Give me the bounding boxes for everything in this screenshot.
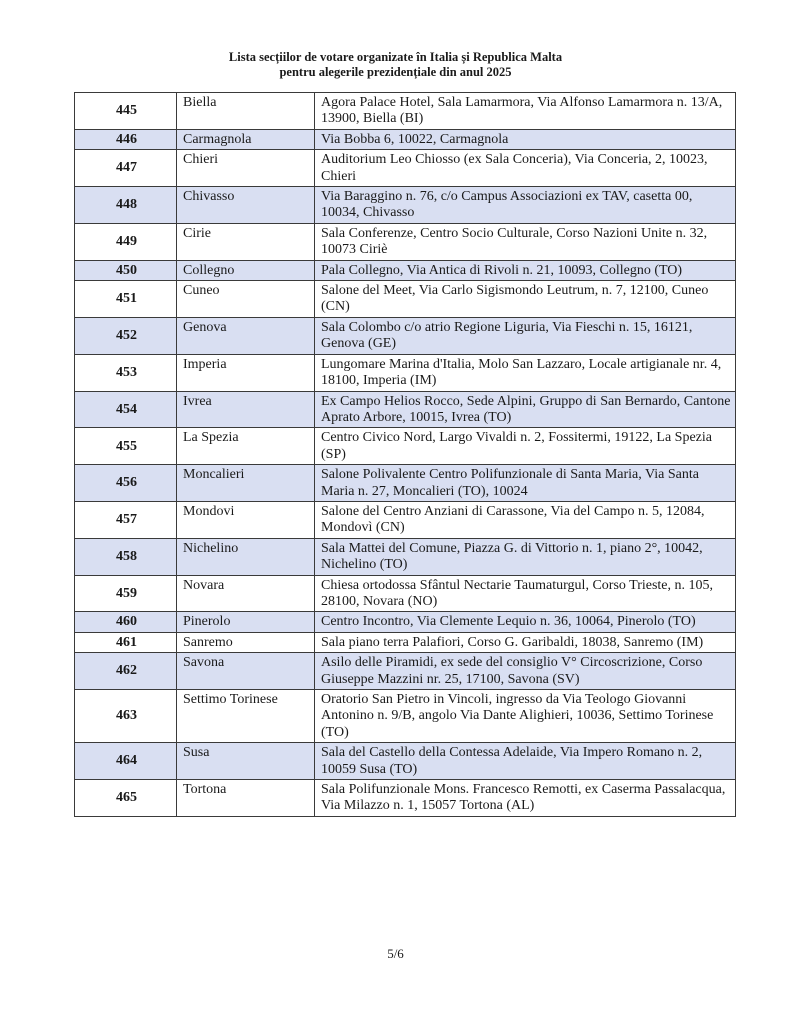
section-number-cell: 458: [75, 538, 177, 575]
address-cell: Asilo delle Piramidi, ex sede del consiglio V° Circoscrizione, Corso Giuseppe Mazzini nr. 25, 17100, Savona (SV): [315, 653, 736, 690]
table-row: [75, 780, 736, 817]
city-cell: Cuneo: [177, 281, 315, 318]
section-number-cell: 455: [75, 428, 177, 465]
table-row: [75, 391, 736, 428]
address-cell: Sala piano terra Palafiori, Corso G. Garibaldi, 18038, Sanremo (IM): [315, 632, 736, 652]
address-cell: Chiesa ortodossa Sfântul Nectarie Taumaturgul, Corso Trieste, n. 105, 28100, Novara (NO): [315, 575, 736, 612]
table-row: [75, 428, 736, 465]
city-cell: Ivrea: [177, 391, 315, 428]
table-row: [75, 281, 736, 318]
city-cell: Genova: [177, 317, 315, 354]
section-number-cell: 461: [75, 632, 177, 652]
section-number-cell: 451: [75, 281, 177, 318]
section-number-cell: 463: [75, 690, 177, 743]
section-number-cell: 453: [75, 354, 177, 391]
section-number-cell: 448: [75, 187, 177, 224]
section-number-cell: 459: [75, 575, 177, 612]
city-cell: Chivasso: [177, 187, 315, 224]
city-cell: La Spezia: [177, 428, 315, 465]
table-row: [75, 743, 736, 780]
table-row: [75, 317, 736, 354]
section-number-cell: 447: [75, 150, 177, 187]
address-cell: Sala del Castello della Contessa Adelaide, Via Impero Romano n. 2, 10059 Susa (TO): [315, 743, 736, 780]
city-cell: Susa: [177, 743, 315, 780]
polling-stations-table: [74, 92, 736, 817]
address-cell: Ex Campo Helios Rocco, Sede Alpini, Gruppo di San Bernardo, Cantone Aprato Arbore, 10015, Ivrea (TO): [315, 391, 736, 428]
table-row: [75, 129, 736, 149]
section-number-cell: 460: [75, 612, 177, 632]
table-row: [75, 632, 736, 652]
city-cell: Carmagnola: [177, 129, 315, 149]
address-cell: Sala Colombo c/o atrio Regione Liguria, Via Fieschi n. 15, 16121, Genova (GE): [315, 317, 736, 354]
address-cell: Pala Collegno, Via Antica di Rivoli n. 21, 10093, Collegno (TO): [315, 260, 736, 280]
table-row: [75, 354, 736, 391]
section-number-cell: 456: [75, 465, 177, 502]
section-number-cell: 445: [75, 93, 177, 130]
city-cell: Savona: [177, 653, 315, 690]
section-number-cell: 462: [75, 653, 177, 690]
section-number-cell: 449: [75, 223, 177, 260]
table-row: [75, 223, 736, 260]
city-cell: Chieri: [177, 150, 315, 187]
city-cell: Cirie: [177, 223, 315, 260]
section-number-cell: 465: [75, 780, 177, 817]
address-cell: Centro Civico Nord, Largo Vivaldi n. 2, Fossitermi, 19122, La Spezia (SP): [315, 428, 736, 465]
address-cell: Salone del Centro Anziani di Carassone, Via del Campo n. 5, 12084, Mondovì (CN): [315, 501, 736, 538]
table-row: [75, 575, 736, 612]
table-body: [75, 93, 736, 817]
city-cell: Collegno: [177, 260, 315, 280]
address-cell: Sala Polifunzionale Mons. Francesco Remotti, ex Caserma Passalacqua, Via Milazzo n. 1, 15057 Tortona (AL): [315, 780, 736, 817]
document-title: [0, 50, 791, 80]
table-row: [75, 187, 736, 224]
section-number-cell: 464: [75, 743, 177, 780]
section-number-cell: 446: [75, 129, 177, 149]
title-line-1: Lista secțiilor de votare organizate în Italia și Republica Malta: [228, 50, 563, 64]
city-cell: Moncalieri: [177, 465, 315, 502]
address-cell: Agora Palace Hotel, Sala Lamarmora, Via Alfonso Lamarmora n. 13/A, 13900, Biella (BI): [315, 93, 736, 130]
table-row: [75, 501, 736, 538]
city-cell: Sanremo: [177, 632, 315, 652]
address-cell: Auditorium Leo Chiosso (ex Sala Conceria), Via Conceria, 2, 10023, Chieri: [315, 150, 736, 187]
address-cell: Sala Conferenze, Centro Socio Culturale, Corso Nazioni Unite n. 32, 10073 Ciriè: [315, 223, 736, 260]
city-cell: Nichelino: [177, 538, 315, 575]
section-number-cell: 452: [75, 317, 177, 354]
address-cell: Sala Mattei del Comune, Piazza G. di Vittorio n. 1, piano 2°, 10042, Nichelino (TO): [315, 538, 736, 575]
section-number-cell: 457: [75, 501, 177, 538]
table-row: [75, 150, 736, 187]
table-row: [75, 260, 736, 280]
city-cell: Imperia: [177, 354, 315, 391]
table-row: [75, 690, 736, 743]
address-cell: Centro Incontro, Via Clemente Lequio n. 36, 10064, Pinerolo (TO): [315, 612, 736, 632]
city-cell: Pinerolo: [177, 612, 315, 632]
city-cell: Mondovi: [177, 501, 315, 538]
table-row: [75, 612, 736, 632]
section-number-cell: 454: [75, 391, 177, 428]
city-cell: Novara: [177, 575, 315, 612]
address-cell: Salone Polivalente Centro Polifunzionale di Santa Maria, Via Santa Maria n. 27, Moncalieri (TO), 10024: [315, 465, 736, 502]
address-cell: Lungomare Marina d'Italia, Molo San Lazzaro, Locale artigianale nr. 4, 18100, Imperia (IM): [315, 354, 736, 391]
address-cell: Via Bobba 6, 10022, Carmagnola: [315, 129, 736, 149]
table-row: [75, 465, 736, 502]
address-cell: Via Baraggino n. 76, c/o Campus Associazioni ex TAV, casetta 00, 10034, Chivasso: [315, 187, 736, 224]
city-cell: Tortona: [177, 780, 315, 817]
address-cell: Salone del Meet, Via Carlo Sigismondo Leutrum, n. 7, 12100, Cuneo (CN): [315, 281, 736, 318]
city-cell: Biella: [177, 93, 315, 130]
city-cell: Settimo Torinese: [177, 690, 315, 743]
page-number: 5/6: [387, 946, 404, 961]
section-number-cell: 450: [75, 260, 177, 280]
title-line-2: pentru alegerile prezidențiale din anul 2025: [279, 65, 512, 79]
table-row: [75, 653, 736, 690]
address-cell: Oratorio San Pietro in Vincoli, ingresso da Via Teologo Giovanni Antonino n. 9/B, angolo Via Dante Alighieri, 10036, Settimo Torinese (TO): [315, 690, 736, 743]
table-row: [75, 93, 736, 130]
table-row: [75, 538, 736, 575]
